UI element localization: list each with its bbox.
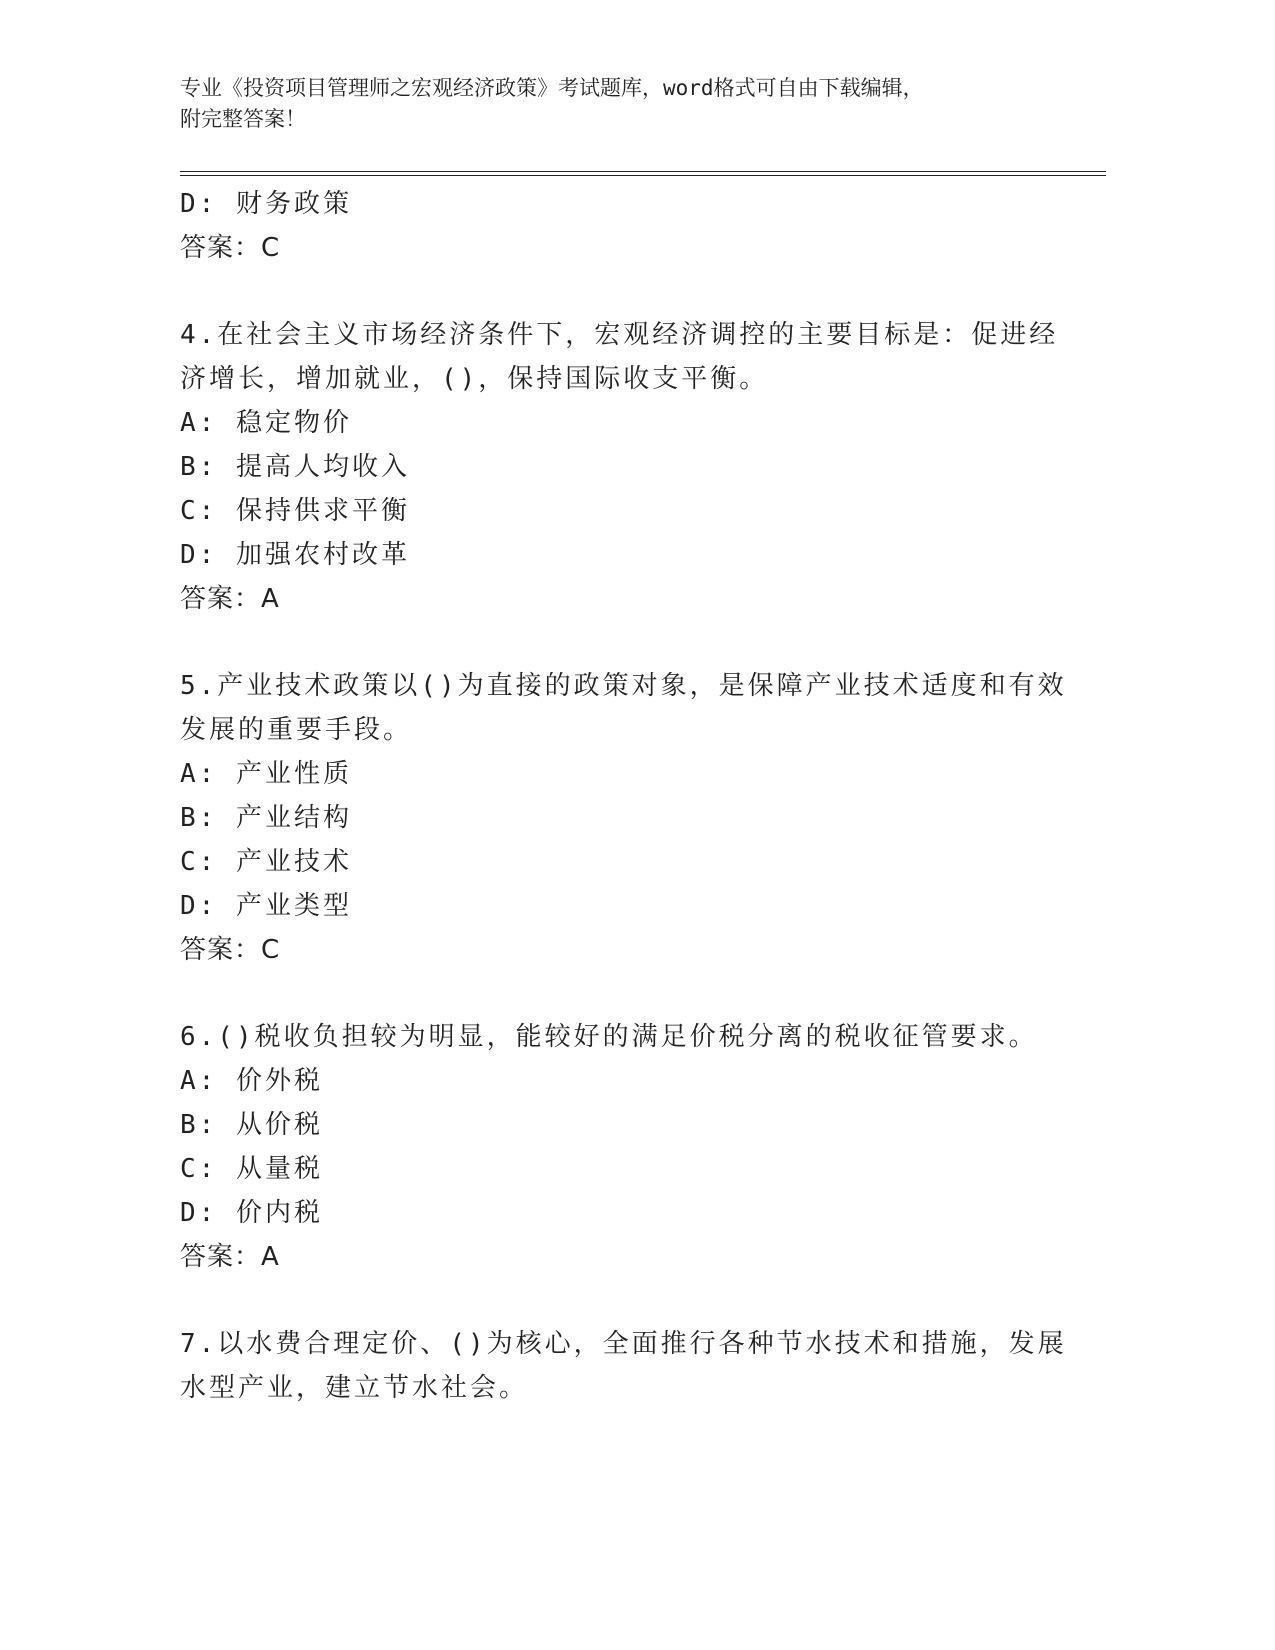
document-header [180,73,1050,135]
question-stem: 5.产业技术政策以()为直接的政策对象，是保障产业技术适度和有效 [180,671,1067,701]
header-line-1: 专业《投资项目管理师之宏观经济政策》考试题库，word格式可自由下载编辑， [180,76,924,100]
header-divider-top [180,171,1106,172]
question-stem: 发展的重要手段。 [180,715,413,745]
answer-line: 答案：A [180,1242,280,1272]
question-stem: 6.()税收负担较为明显，能较好的满足价税分离的税收征管要求。 [180,1022,1038,1052]
question-stem: 济增长，增加就业，()，保持国际收支平衡。 [180,364,769,394]
option-a: A: 稳定物价 [180,408,352,438]
option-a: A: 产业性质 [180,759,352,789]
question-stem: 7.以水费合理定价、()为核心，全面推行各种节水技术和措施，发展 [180,1329,1067,1359]
option-d: D: 产业类型 [180,891,352,921]
question-6 [180,1015,1060,1279]
question-stem: 4.在社会主义市场经济条件下，宏观经济调控的主要目标是：促进经 [180,320,1059,350]
option-b: B: 从价税 [180,1110,323,1140]
option-a: A: 价外税 [180,1066,323,1096]
question-4 [180,313,1060,621]
option-c: C: 保持供求平衡 [180,496,410,526]
header-line-2: 附完整答案！ [180,107,306,131]
option-d: D: 价内税 [180,1198,323,1228]
option-d: D: 财务政策 [180,189,352,219]
question-5 [180,664,1067,972]
question-7 [180,1322,1067,1410]
option-c: C: 从量税 [180,1154,323,1184]
question-stem: 水型产业，建立节水社会。 [180,1373,529,1403]
answer-line: 答案：C [180,935,281,965]
option-b: B: 提高人均收入 [180,452,410,482]
header-divider-bottom [180,175,1106,176]
answer-line: 答案：C [180,233,281,263]
option-d: D: 加强农村改革 [180,540,410,570]
answer-line: 答案：A [180,584,280,614]
option-c: C: 产业技术 [180,847,352,877]
question-list [180,182,1067,1410]
previous-question-tail [180,182,1060,270]
option-b: B: 产业结构 [180,803,352,833]
